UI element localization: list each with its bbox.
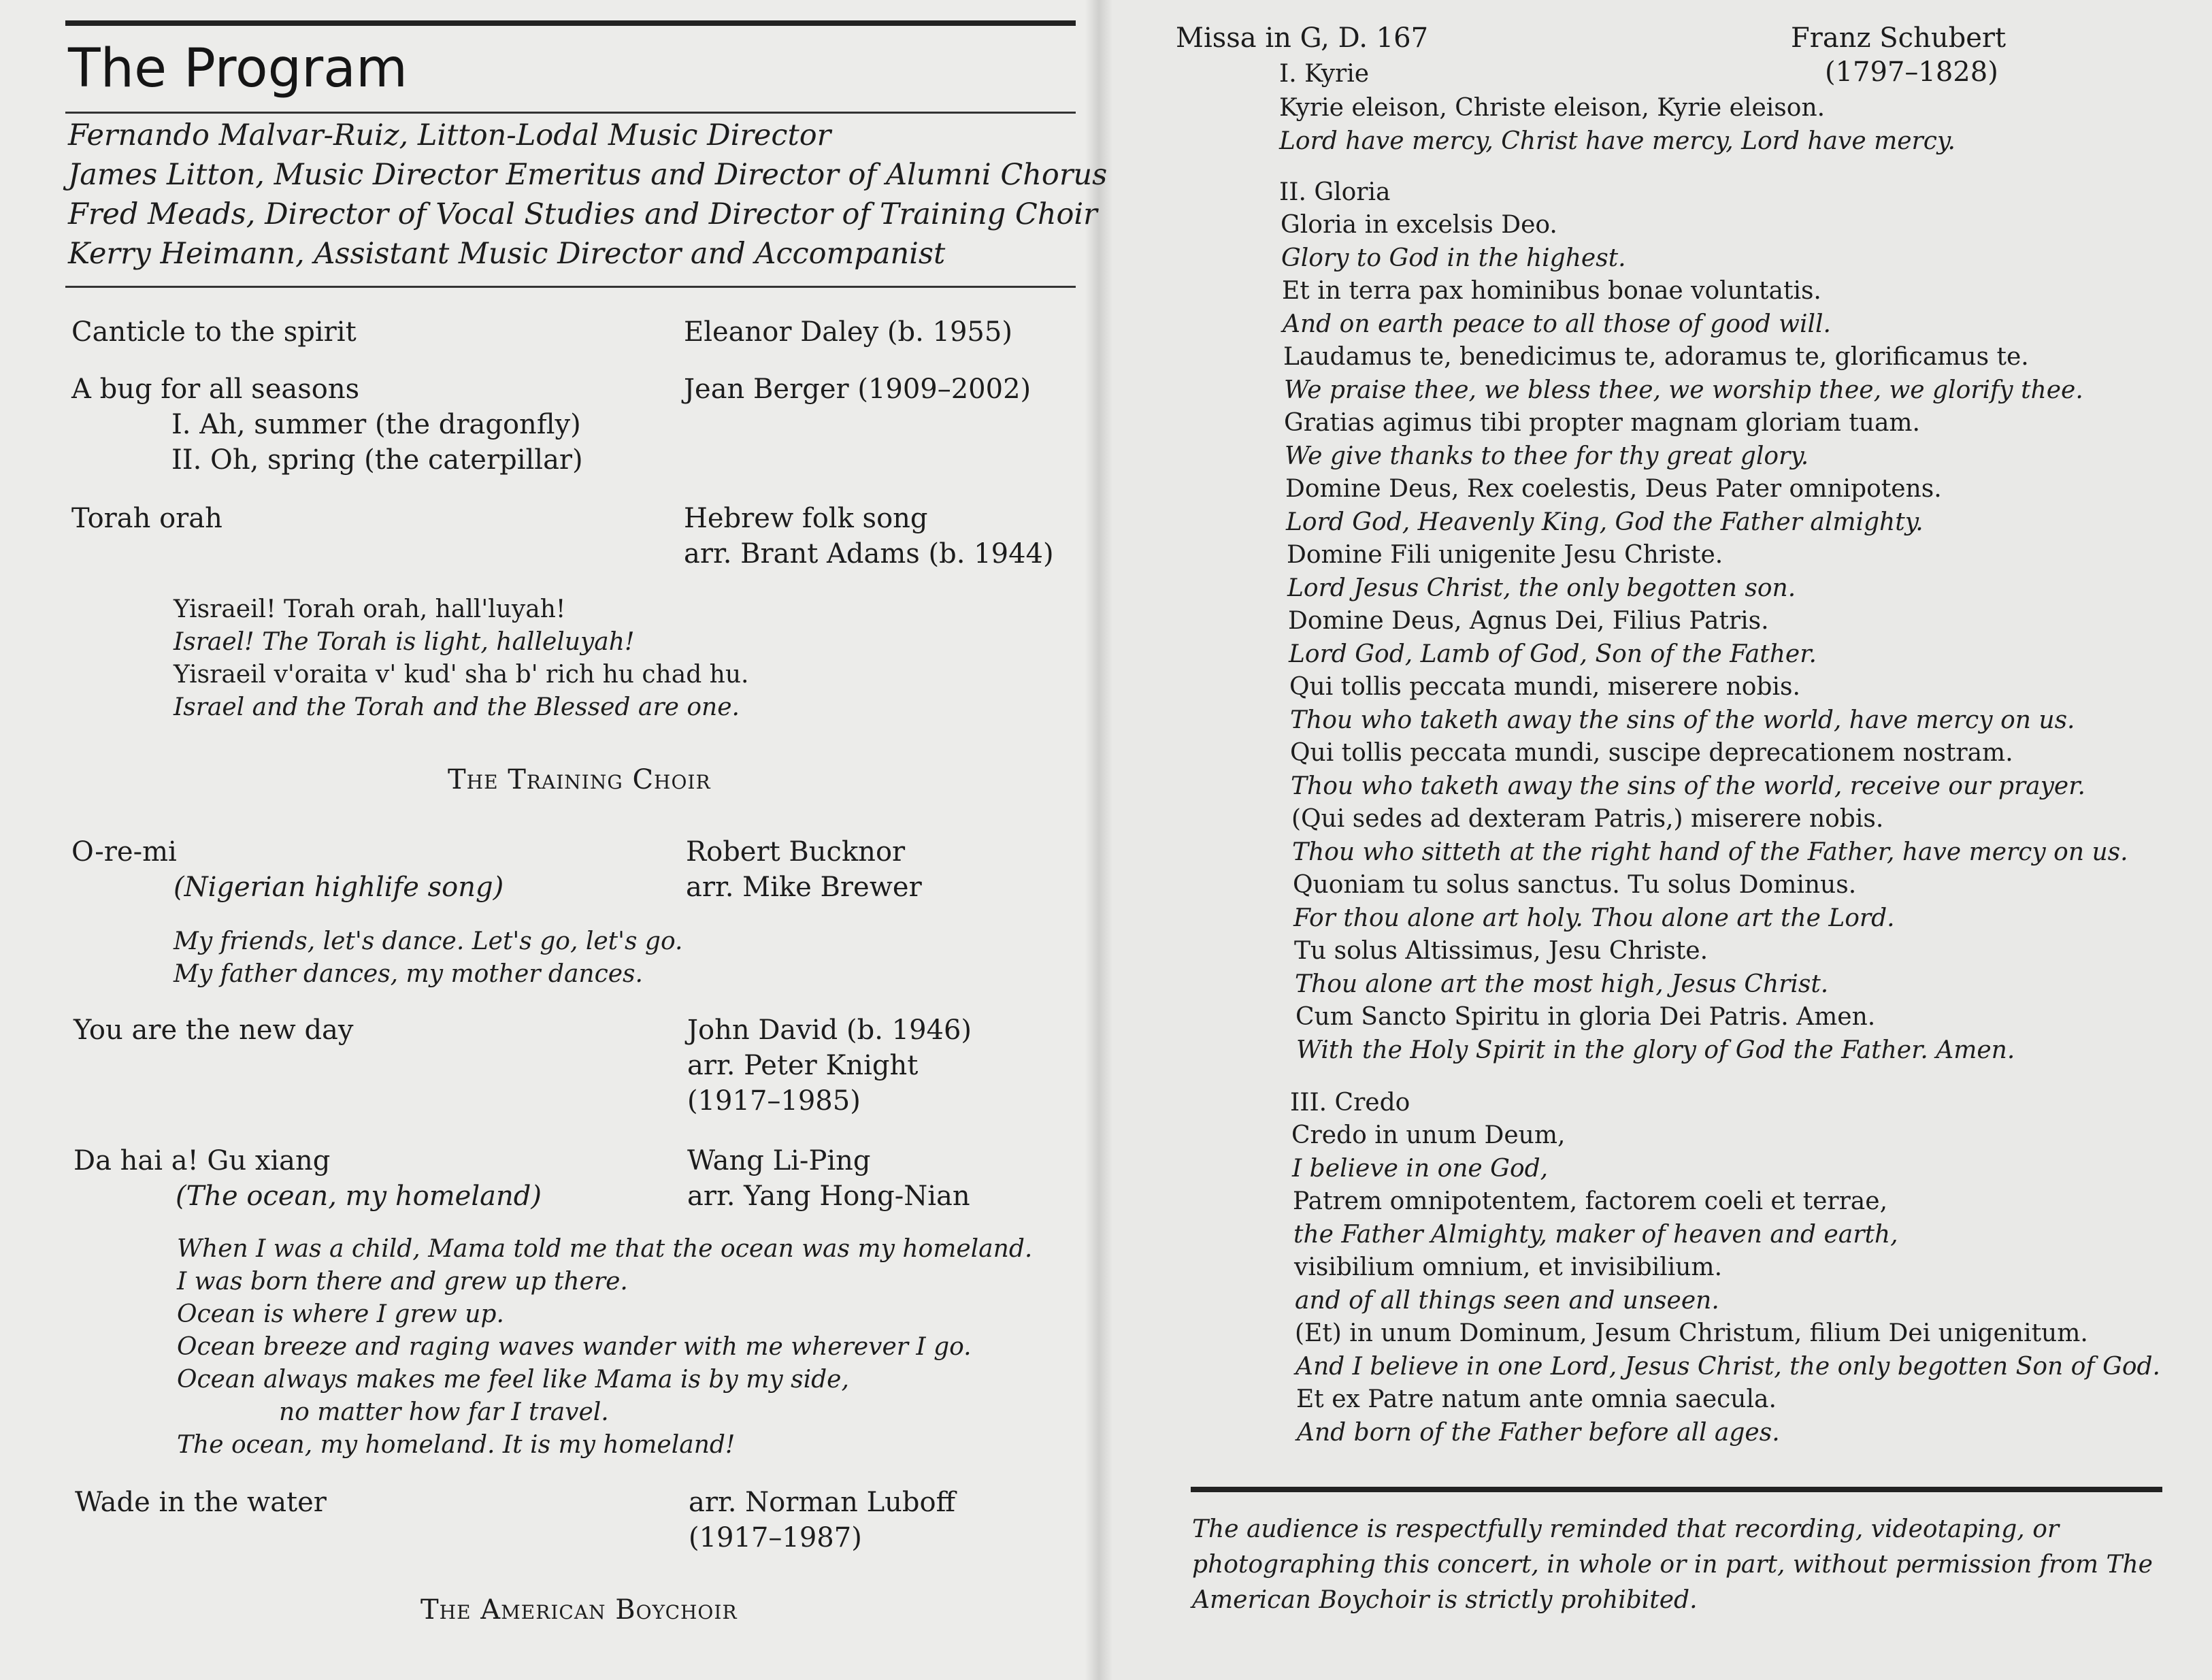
translation-line: Lord Jesus Christ, the only begotten son. <box>1287 574 1796 602</box>
piece-title: O-re-mi <box>71 836 177 868</box>
lyric-line: Yisraeil! Torah orah, hall'luyah! <box>174 595 566 623</box>
piece-arranger: arr. Mike Brewer <box>686 872 922 903</box>
latin-line: Et ex Patre natum ante omnia saecula. <box>1296 1385 1777 1413</box>
translation-line: My father dances, my mother dances. <box>174 960 643 988</box>
piece-composer: Eleanor Daley (b. 1955) <box>684 316 1012 348</box>
translation-line: With the Holy Spirit in the glory of God the Father. Amen. <box>1296 1036 2015 1064</box>
latin-line: Gratias agimus tibi propter magnam gloriam tuam. <box>1284 409 1920 437</box>
staff-rule <box>65 286 1076 288</box>
piece-title: Da hai a! Gu xiang <box>73 1145 331 1176</box>
translation-line: And I believe in one Lord, Jesus Christ, the only begotten Son of God. <box>1295 1352 2160 1381</box>
translation-line: And born of the Father before all ages. <box>1297 1418 1780 1447</box>
translation-line: no matter how far I travel. <box>279 1398 609 1426</box>
translation-line: the Father Almighty, maker of heaven and earth, <box>1293 1220 1898 1249</box>
piece-arranger: arr. Peter Knight <box>687 1050 919 1081</box>
translation-line: Lord God, Lamb of God, Son of the Father. <box>1289 640 1817 668</box>
staff-line: Fernando Malvar-Ruiz, Litton-Lodal Music Director <box>68 118 831 152</box>
translation-line: We praise thee, we bless thee, we worship thee, we glorify thee. <box>1284 376 2083 404</box>
latin-line: Laudamus te, benedicimus te, adoramus te, glorificamus te. <box>1283 343 2029 371</box>
translation-line: Ocean always makes me feel like Mama is by my side, <box>177 1366 849 1394</box>
piece-composer: Robert Bucknor <box>686 836 906 868</box>
piece-arranger: arr. Yang Hong-Nian <box>687 1181 970 1212</box>
latin-line: Kyrie eleison, Christe eleison, Kyrie eleison. <box>1279 94 1826 122</box>
section-heading: II. Gloria <box>1279 178 1391 206</box>
latin-line: Et in terra pax hominibus bonae voluntatis. <box>1282 277 1821 305</box>
latin-line: Tu solus Altissimus, Jesu Christe. <box>1294 937 1708 965</box>
translation-line: My friends, let's dance. Let's go, let's go. <box>174 927 683 955</box>
piece-dates: (1917–1987) <box>689 1522 862 1553</box>
ensemble-name: The Training Choir <box>448 764 711 795</box>
translation-line: Israel! The Torah is light, halleluyah! <box>174 628 635 656</box>
staff-line: James Litton, Music Director Emeritus and Director of Alumni Chorus <box>68 158 1108 192</box>
piece-subtitle: (Nigerian highlife song) <box>174 872 504 903</box>
latin-line: Gloria in excelsis Deo. <box>1281 211 1557 239</box>
piece-composer: Hebrew folk song <box>684 503 928 534</box>
latin-line: (Et) in unum Dominum, Jesum Christum, filium Dei unigenitum. <box>1295 1319 2088 1347</box>
piece-title: You are the new day <box>73 1015 354 1046</box>
piece-title: Torah orah <box>71 503 222 534</box>
piece-title: A bug for all seasons <box>71 374 360 405</box>
translation-line: For thou alone art holy. Thou alone art the Lord. <box>1293 904 1895 932</box>
mass-composer: Franz Schubert <box>1791 22 2007 54</box>
piece-title: Wade in the water <box>75 1487 327 1518</box>
piece-title: Canticle to the spirit <box>71 316 357 348</box>
latin-line: Domine Fili unigenite Jesu Christe. <box>1287 541 1723 569</box>
translation-line: and of all things seen and unseen. <box>1295 1286 1719 1315</box>
translation-line: Israel and the Torah and the Blessed are one. <box>174 693 740 721</box>
piece-composer: John David (b. 1946) <box>687 1015 972 1046</box>
latin-line: Qui tollis peccata mundi, miserere nobis. <box>1289 673 1800 701</box>
piece-arranger: arr. Brant Adams (b. 1944) <box>684 538 1054 570</box>
piece-arranger: arr. Norman Luboff <box>689 1487 956 1518</box>
recording-notice: The audience is respectfully reminded that recording, videotaping, or photographing this concert, in whole or in part, without permission from The American Boychoir is strictly prohibited. <box>1192 1515 2153 1614</box>
section-heading: I. Kyrie <box>1279 60 1370 88</box>
lyric-line: Yisraeil v'oraita v' kud' sha b' rich hu chad hu. <box>174 661 749 689</box>
latin-line: (Qui sedes ad dexteram Patris,) miserere nobis. <box>1291 805 1884 833</box>
translation-line: Thou who taketh away the sins of the world, receive our prayer. <box>1291 772 2085 800</box>
latin-line: Qui tollis peccata mundi, suscipe deprecationem nostram. <box>1290 739 2013 767</box>
translation-line: Thou who taketh away the sins of the world, have mercy on us. <box>1290 706 2075 734</box>
piece-composer: Wang Li-Ping <box>687 1145 871 1176</box>
translation-line: We give thanks to thee for thy great glory. <box>1285 442 1809 470</box>
translation-line: Lord have mercy, Christ have mercy, Lord have mercy. <box>1279 127 1955 155</box>
translation-line: I believe in one God, <box>1292 1154 1549 1183</box>
title-rule <box>65 112 1076 114</box>
latin-line: Patrem omnipotentem, factorem coeli et terrae, <box>1293 1187 1888 1215</box>
notice-rule <box>1191 1487 2162 1492</box>
translation-line: Ocean breeze and raging waves wander with me wherever I go. <box>177 1333 972 1361</box>
staff-line: Kerry Heimann, Assistant Music Director and Accompanist <box>68 237 946 271</box>
piece-subtitle: (The ocean, my homeland) <box>176 1181 542 1212</box>
latin-line: Quoniam tu solus sanctus. Tu solus Dominus. <box>1293 871 1857 899</box>
translation-line: Thou who sitteth at the right hand of the Father, have mercy on us. <box>1292 838 2128 866</box>
movement: I. Ah, summer (the dragonfly) <box>171 409 581 440</box>
movement: II. Oh, spring (the caterpillar) <box>171 444 583 476</box>
staff-list <box>68 116 1107 274</box>
latin-line: Credo in unum Deum, <box>1291 1121 1566 1149</box>
latin-line: Cum Sancto Spiritu in gloria Dei Patris. Amen. <box>1295 1003 1876 1031</box>
staff-line: Fred Meads, Director of Vocal Studies and Director of Training Choir <box>68 197 1097 231</box>
translation-line: The ocean, my homeland. It is my homeland! <box>177 1431 736 1459</box>
ensemble-name: The American Boychoir <box>420 1594 738 1626</box>
translation-line: Thou alone art the most high, Jesus Christ. <box>1295 970 1829 998</box>
translation-line: And on earth peace to all those of good will. <box>1283 310 1831 338</box>
mass-composer-dates: (1797–1828) <box>1825 56 1998 88</box>
latin-line: Domine Deus, Agnus Dei, Filius Patris. <box>1288 607 1769 635</box>
piece-dates: (1917–1985) <box>687 1085 861 1117</box>
section-heading: III. Credo <box>1290 1089 1410 1117</box>
page-title: The Program <box>68 38 408 99</box>
top-rule <box>65 20 1076 26</box>
mass-title: Missa in G, D. 167 <box>1176 22 1429 54</box>
translation-line: I was born there and grew up there. <box>177 1268 628 1296</box>
translation-line: Glory to God in the highest. <box>1281 244 1626 272</box>
translation-line: Lord God, Heavenly King, God the Father almighty. <box>1286 508 1924 536</box>
latin-line: Domine Deus, Rex coelestis, Deus Pater omnipotens. <box>1285 475 1942 503</box>
latin-line: visibilium omnium, et invisibilium. <box>1294 1253 1723 1281</box>
piece-composer: Jean Berger (1909–2002) <box>684 374 1031 405</box>
translation-line: Ocean is where I grew up. <box>177 1300 504 1328</box>
translation-line: When I was a child, Mama told me that the ocean was my homeland. <box>177 1235 1033 1263</box>
